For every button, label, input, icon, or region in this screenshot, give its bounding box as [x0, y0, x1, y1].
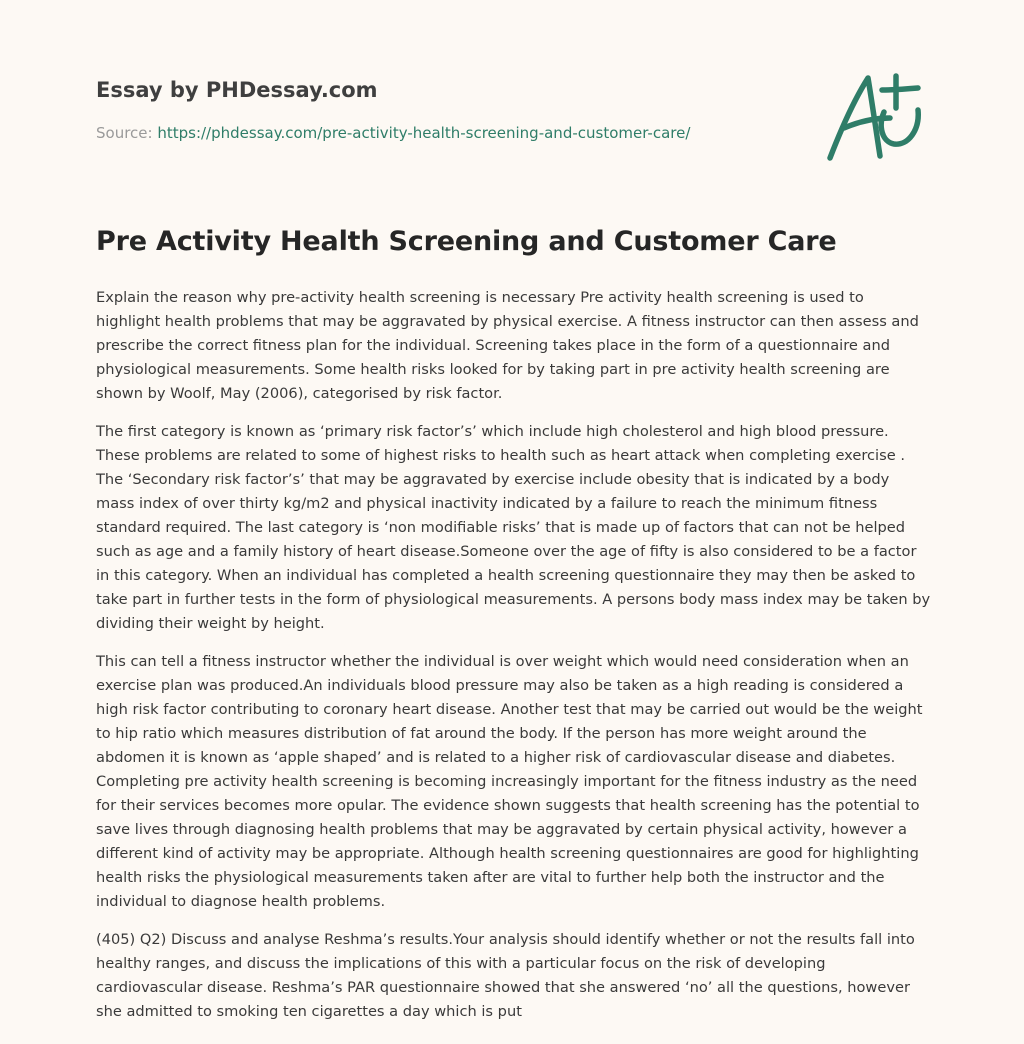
- source-link[interactable]: https://phdessay.com/pre-activity-health-screening-and-customer-care/: [157, 124, 691, 142]
- a-plus-logo-icon: [824, 68, 928, 164]
- source-label: Source:: [96, 124, 158, 142]
- site-title: Essay by PHDessay.com: [96, 78, 378, 102]
- paragraph: This can tell a fitness instructor whether the individual is over weight which would need consideration when an exercise plan was produced.An individuals blood pressure may also be taken as a high reading is considered a high risk factor contributing to coronary heart disease. Another test that may be carried out would be the weight to hip ratio which measures distribution of fat around the body. If the person has more weight around the abdomen it is known as ‘apple shaped’ and is related to a higher risk of cardiovascular disease and diabetes. Completing pre activity health screening is becoming increasingly important for the fitness industry as the need for their services becomes more opular. The evidence shown suggests that health screening has the potential to save lives through diagnosing health problems that may be aggravated by certain physical activity, however a different kind of activity may be appropriate. Although health screening questionnaires are good for highlighting health risks the physiological measurements taken after are vital to further help both the instructor and the individual to diagnose health problems.: [96, 653, 923, 910]
- paragraph: The first category is known as ‘primary risk factor’s’ which include high cholesterol and high blood pressure. These problems are related to some of highest risks to health such as heart attack when completing exercise . The ‘Secondary risk factor’s’ that may be aggravated by exercise include obesity that is indicated by a body mass index of over thirty kg/m2 and physical inactivity indicated by a failure to reach the minimum fitness standard required. The last category is ‘non modifiable risks’ that is made up of factors that can not be helped such as age and a family history of heart disease.Someone over the age of fifty is also considered to be a factor in this category. When an individual has completed a health screening questionnaire they may then be asked to take part in further tests in the form of physiological measurements. A persons body mass index may be taken by dividing their weight by height.: [96, 423, 931, 632]
- article-title: Pre Activity Health Screening and Customer Care: [96, 226, 837, 257]
- paragraph: Explain the reason why pre-activity health screening is necessary Pre activity health screening is used to highlight health problems that may be aggravated by physical exercise. A fitness instructor can then assess and prescribe the correct fitness plan for the individual. Screening takes place in the form of a questionnaire and physiological measurements. Some health risks looked for by taking part in pre activity health screening are shown by Woolf, May (2006), categorised by risk factor.: [96, 289, 919, 402]
- article-body: [96, 286, 932, 1038]
- paragraph: (405) Q2) Discuss and analyse Reshma’s results.Your analysis should identify whether or not the results fall into healthy ranges, and discuss the implications of this with a particular focus on the risk of developing cardiovascular disease. Reshma’s PAR questionnaire showed that she answered ‘no’ all the questions, however she admitted to smoking ten cigarettes a day which is put: [96, 931, 915, 1020]
- source-line: [96, 124, 690, 142]
